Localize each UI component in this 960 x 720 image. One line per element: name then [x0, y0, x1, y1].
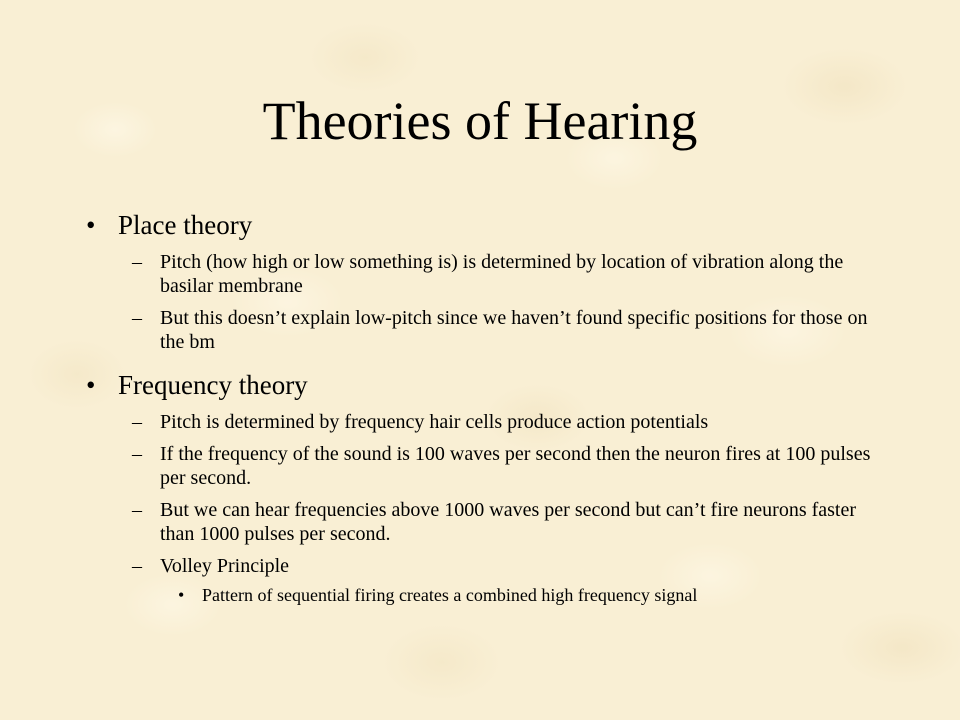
- sub-bullet-marker: –: [132, 251, 142, 273]
- sub-bullet-frequency-limitation: [80, 498, 880, 546]
- sub-bullet-frequency-example: [80, 442, 880, 490]
- sub-bullet-text: Pitch (how high or low something is) is determined by location of vibration along the basilar membrane: [160, 251, 844, 297]
- sub-sub-bullet-text: Pattern of sequential firing creates a combined high frequency signal: [202, 585, 698, 605]
- sub-bullet-marker: –: [132, 443, 142, 465]
- sub-bullet-text: If the frequency of the sound is 100 waves per second then the neuron fires at 100 pulses per second.: [160, 443, 871, 489]
- sub-sub-bullet-marker: •: [178, 585, 185, 605]
- slide-content: [80, 208, 880, 606]
- sub-bullet-frequency-pitch: [80, 410, 880, 434]
- sub-bullet-text: Volley Principle: [160, 555, 290, 577]
- bullet-frequency-theory: [80, 368, 880, 402]
- sub-bullet-text: But this doesn’t explain low-pitch since we haven’t found specific positions for those on the bm: [160, 307, 868, 353]
- sub-bullet-marker: –: [132, 555, 142, 577]
- bullet-text: Place theory: [118, 210, 253, 240]
- bullet-marker: •: [86, 370, 96, 400]
- sub-bullet-marker: –: [132, 307, 142, 329]
- bullet-text: Frequency theory: [118, 370, 308, 400]
- sub-bullet-marker: –: [132, 499, 142, 521]
- sub-bullet-marker: –: [132, 411, 142, 433]
- sub-bullet-volley-principle: [80, 554, 880, 578]
- sub-bullet-text: Pitch is determined by frequency hair cells produce action potentials: [160, 411, 709, 433]
- sub-sub-bullet-sequential-firing: [80, 584, 880, 606]
- slide-title: Theories of Hearing: [262, 91, 698, 151]
- sub-bullet-place-pitch: [80, 250, 880, 298]
- sub-bullet-text: But we can hear frequencies above 1000 waves per second but can’t fire neurons faster than 1000 pulses per second.: [160, 499, 857, 545]
- bullet-marker: •: [86, 210, 96, 240]
- sub-bullet-place-limitation: [80, 306, 880, 354]
- bullet-place-theory: [80, 208, 880, 242]
